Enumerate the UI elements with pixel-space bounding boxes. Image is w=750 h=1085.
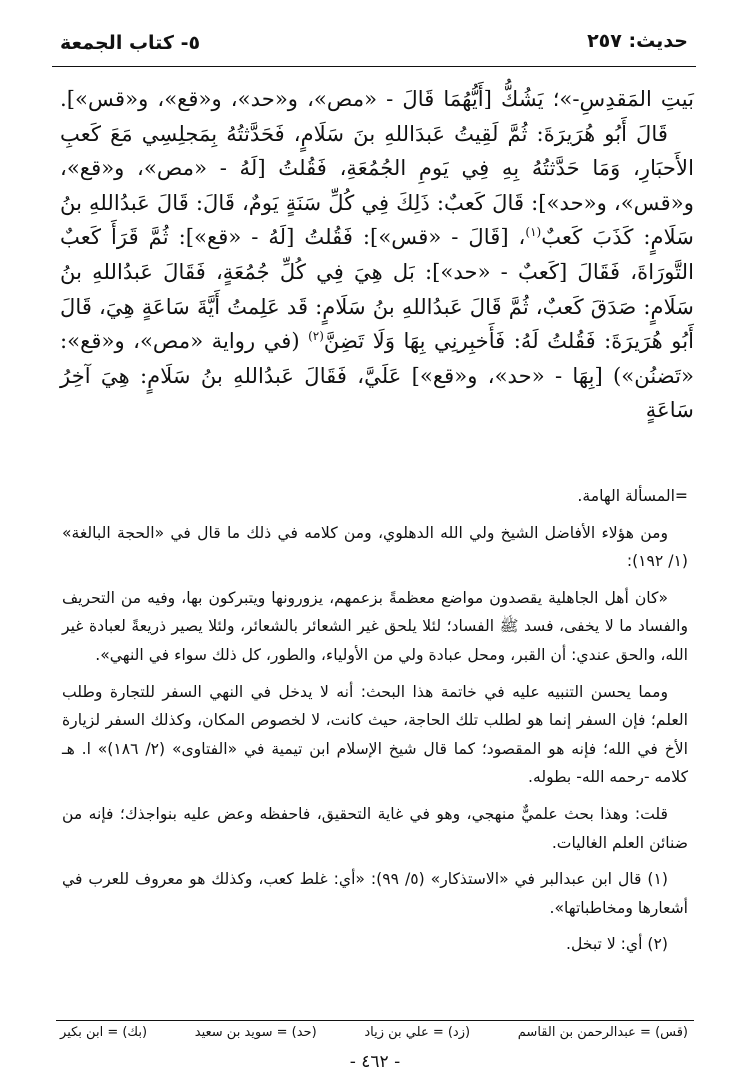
main-text-part-c: (في رواية «مص»، و«قع»: «تَضنُن») [بِهَا - «حد»، و«قع»] عَلَيَّ، فَقَالَ عَبدُاللهِ بنُ سَلَامٍ: هِيَ آخِرُ سَاعَةٍ (60, 328, 694, 423)
abbr-zd: (زد) = علي بن زياد (364, 1025, 471, 1040)
note-author-remark: قلت: وهذا بحث علميٌّ منهجي، وهو في غاية التحقيق، فاحفظه وعض عليه بنواجذك؛ فإنه من ضنائن العلم الغاليات. (62, 804, 688, 852)
book-title-header: ٥- كتاب الجمعة (60, 32, 201, 54)
footnote-ref-2: (٢) (308, 329, 324, 344)
main-paragraph-1: بَيتِ المَقدِسِ-»؛ يَشُكُّ [أَيُّهُمَا قَالَ - «مص»، و«حد»، و«قع»، و«قس»]. (60, 86, 694, 111)
commentary-notes (62, 482, 688, 967)
hadith-main-text (60, 82, 694, 428)
main-text-part-a: قَالَ أَبُو هُرَيرَةَ: ثُمَّ لَقِيتُ عَبدَاللهِ بنَ سَلَامٍ، فَحَدَّثتُهُ بِمَجلِسِي مَعَ كَعبِ الأَحبَارِ، وَمَا حَدَّثتُهُ بِهِ فِي يَومِ الجُمُعَةِ، فَقُلتُ [لَهُ - «مص»، و«قع»، و«قس»، و«حد»]: قَالَ كَعبٌ: ذَلِكَ فِي كُلِّ سَنَةٍ يَومٌ، قَالَ: قَالَ عَبدُاللهِ بنُ سَلَامٍ: كَذَبَ كَعبٌ (60, 120, 694, 250)
note-conclusion: ومما يحسن التنبيه عليه في خاتمة هذا البحث: أنه لا يدخل في النهي السفر للتجارة وطلب العلم؛ فإن السفر إنما هو لطلب تلك الحاجة، حيث كانت، لا لخصوص المكان، وكذلك السفر لزيارة الأخ في الله؛ فإنه هو المقصود؛ كما قال شيخ الإسلام ابن تيمية في «الفتاوى» (٢/ ١٨٦)» ا. هـ كلامه -رحمه الله- بطوله. (62, 682, 688, 787)
footer-divider (56, 1020, 694, 1021)
main-text-part-b: ، [قَالَ - «قس»]: فَقُلتُ [لَهُ - «قع»]: ثُمَّ قَرَأَ كَعبٌ التَّورَاةَ، فَقَالَ [كَعبٌ - «حد»]: بَل هِيَ فِي كُلِّ جُمُعَةٍ، فَقَالَ عَبدُاللهِ بنُ سَلَامٍ: صَدَقَ كَعبٌ، ثُمَّ قَالَ عَبدُاللهِ بنُ سَلَامٍ: قَد عَلِمتُ أَيَّةَ سَاعَةٍ هِيَ، قَالَ أَبُو هُرَيرَةَ: فَقُلتُ لَهُ: فَأَخبِرنِي بِهَا وَلَا تَضِنَّ (60, 224, 695, 354)
header-divider (52, 66, 696, 67)
abbr-qs: (قس) = عبدالرحمن بن القاسم (517, 1025, 688, 1040)
narrator-abbreviations (60, 1025, 688, 1047)
main-paragraph-2 (60, 117, 694, 428)
abbr-bk: (بك) = ابن بكير (60, 1025, 148, 1040)
footnote-2: (٢) أي: لا تبخل. (565, 935, 668, 954)
note-dehlawi-intro: ومن هؤلاء الأفاضل الشيخ ولي الله الدهلوي، ومن كلامه في ذلك ما قال في «الحجة البالغة» (١/ ١٩٢): (62, 523, 688, 571)
footnote-ref-1: (١) (525, 225, 542, 240)
page-number: - ٤٦٢ - (349, 1052, 401, 1072)
hadith-number-header: حديث: ٢٥٧ (587, 30, 688, 52)
note-continuation: =المسألة الهامة. (577, 487, 688, 505)
footnote-1: (١) قال ابن عبدالبر في «الاستذكار» (٥/ ٩٩): «أي: غلط كعب، وكذلك هو معروف للعرب في أشعارها ومخاطباتها». (62, 870, 688, 917)
abbr-hd: (حد) = سويد بن سعيد (194, 1025, 317, 1040)
note-dehlawi-quote: «كان أهل الجاهلية يقصدون مواضع معظمةً بزعمهم، يزورونها ويتبركون بها، وفيه من التحريف والفساد ما لا يخفى، فسد ﷺ الفساد؛ لئلا يلحق غير الشعائر بالشعائر، ولئلا يصير ذريعةً لعبادة غير الله، والحق عندي: أن القبر، ومحل عبادة ولي من الأولياء، والطور، كل ذلك سواء في النهي». (62, 588, 688, 664)
